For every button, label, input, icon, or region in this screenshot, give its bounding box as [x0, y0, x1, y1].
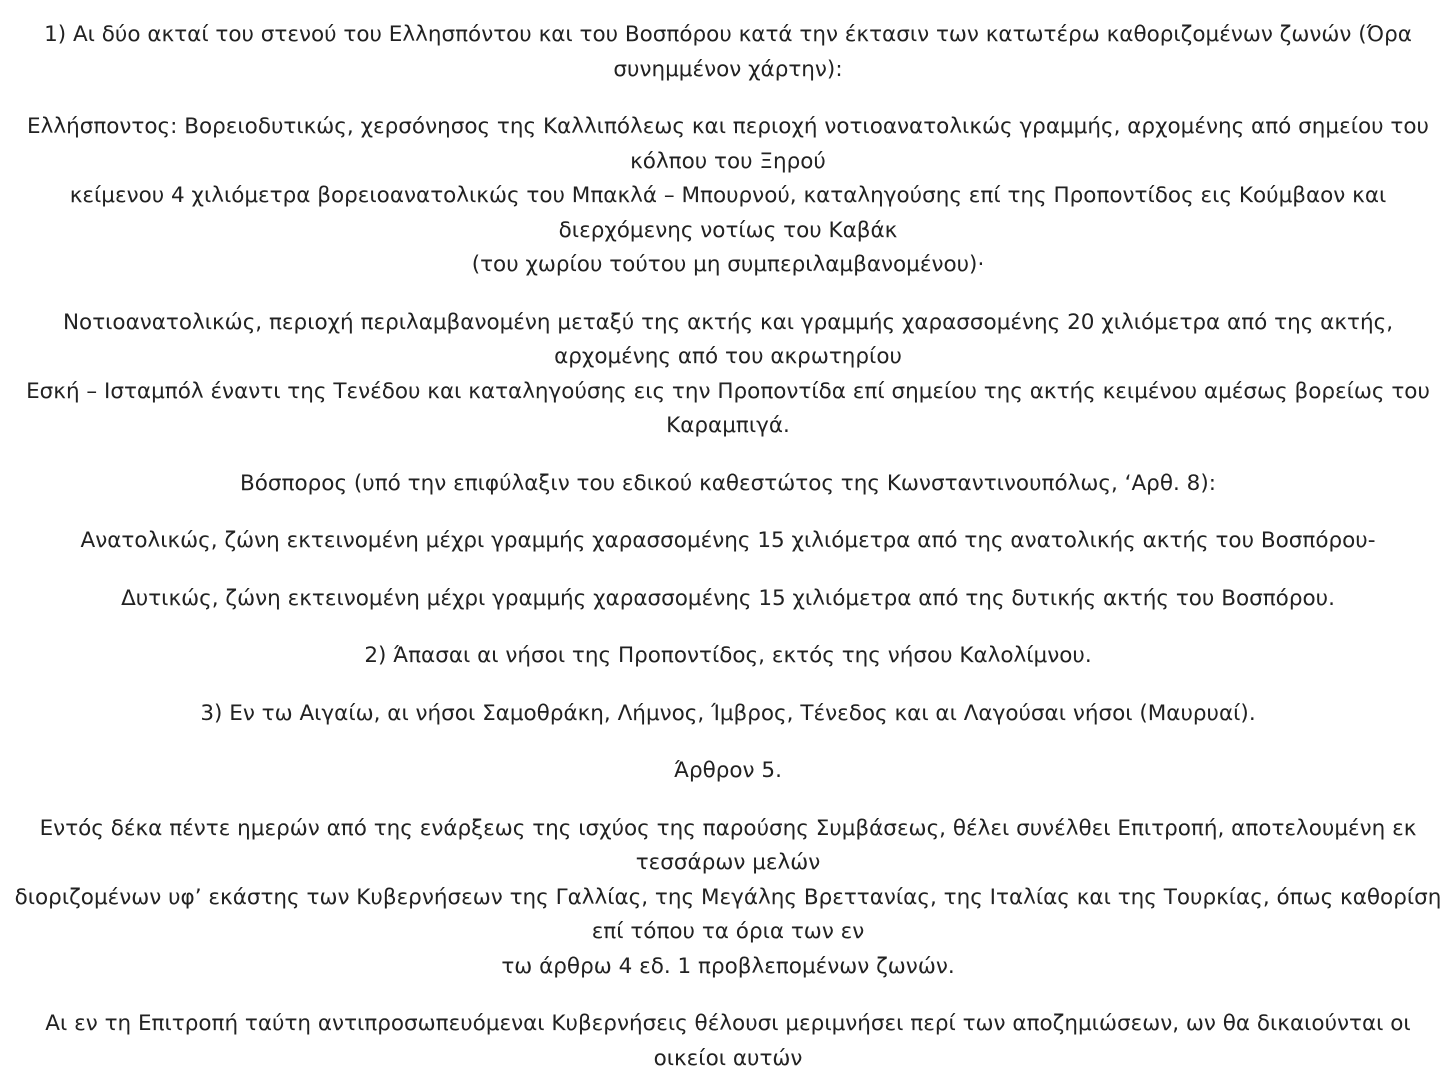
paragraph-west-zone	[8, 582, 1448, 617]
paragraph-hellespont	[8, 110, 1448, 283]
paragraph-commission	[8, 812, 1448, 985]
paragraph-line: Νοτιοανατολικώς, περιοχή περιλαμβανομένη μεταξύ της ακτής και γραμμής χαρασσομένης 20 χιλιόμετρα από της ακτής, αρχομένης από του ακρωτηρίου	[62, 309, 1394, 369]
paragraph-line: Βόσπορος (υπό την επιφύλαξιν του εδικού καθεστώτος της Κωνσταντινουπόλως, ‘Αρθ. 8):	[240, 470, 1216, 496]
paragraph-line: Εσκή – Ισταμπόλ έναντι της Τενέδου και καταληγούσης εις την Προποντίδα επί σημείου της ακτής κειμένου αμέσως βορείως του Καραμπιγά.	[26, 378, 1430, 438]
paragraph-compensation	[8, 1007, 1448, 1076]
paragraph-line: τω άρθρω 4 εδ. 1 προβλεπομένων ζωνών.	[501, 953, 955, 979]
paragraph-bosporus	[8, 467, 1448, 502]
paragraph-line: διοριζομένων υφ’ εκάστης των Κυβερνήσεων της Γαλλίας, της Μεγάλης Βρεττανίας, της Ιταλίας και της Τουρκίας, όπως καθορίση επί τόπου τα όρια των εν	[14, 884, 1442, 944]
paragraph-line: 1) Αι δύο ακταί του στενού του Ελλησπόντου και του Βοσπόρου κατά την έκτασιν των κατωτέρω καθοριζομένων ζωνών (Όρα συνημμένον χάρτην):	[44, 22, 1412, 82]
article-heading-text: Άρθρον 5.	[674, 758, 782, 783]
paragraph-propontis-islands	[8, 639, 1448, 674]
paragraph-southeast	[8, 306, 1448, 444]
paragraph-line: Δυτικώς, ζώνη εκτεινομένη μέχρι γραμμής χαρασσομένης 15 χιλιόμετρα από της δυτικής ακτής του Βοσπόρου.	[121, 585, 1335, 611]
paragraph-line: κείμενου 4 χιλιόμετρα βορειοανατολικώς του Μπακλά – Μπουρνού, καταληγούσης επί της Προποντίδος εις Κούμβαον και διερχόμενης νοτίως του Καβάκ	[69, 183, 1387, 243]
paragraph-line: Ελλήσποντος: Βορειοδυτικώς, χερσόνησος της Καλλιπόλεως και περιοχή νοτιοανατολικώς γραμμής, αρχομένης από σημείου του κόλπου του Ξηρού	[27, 114, 1429, 174]
paragraph-line: Ανατολικώς, ζώνη εκτεινομένη μέχρι γραμμής χαρασσομένης 15 χιλιόμετρα από της ανατολικής ακτής του Βοσπόρου-	[80, 528, 1376, 553]
paragraph-aegean-islands	[8, 697, 1448, 732]
paragraph-zones-intro	[8, 18, 1448, 87]
paragraph-line: 3) Εν τω Αιγαίω, αι νήσοι Σαμοθράκη, Λήμνος, Ίμβρος, Τένεδος και αι Λαγούσαι νήσοι (Μαυρυαί).	[200, 700, 1256, 726]
paragraph-line: Εντός δέκα πέντε ημερών από της ενάρξεως της ισχύος της παρούσης Συμβάσεως, θέλει συνέλθει Επιτροπή, αποτελουμένη εκ τεσσάρων μελών	[39, 815, 1417, 875]
paragraph-line: Αι εν τη Επιτροπή ταύτη αντιπροσωπευόμεναι Κυβερνήσεις θέλουσι μεριμνήσει περί των αποζημιώσεων, ων θα δικαιούνται οι οικείοι αυτών	[45, 1011, 1411, 1071]
article-heading	[8, 754, 1448, 789]
paragraph-line: 2) Άπασαι αι νήσοι της Προποντίδος, εκτός της νήσου Καλολίμνου.	[364, 643, 1092, 668]
paragraph-east-zone	[8, 524, 1448, 559]
paragraph-line: (του χωρίου τούτου μη συμπεριλαμβανομένου)·	[471, 252, 985, 277]
